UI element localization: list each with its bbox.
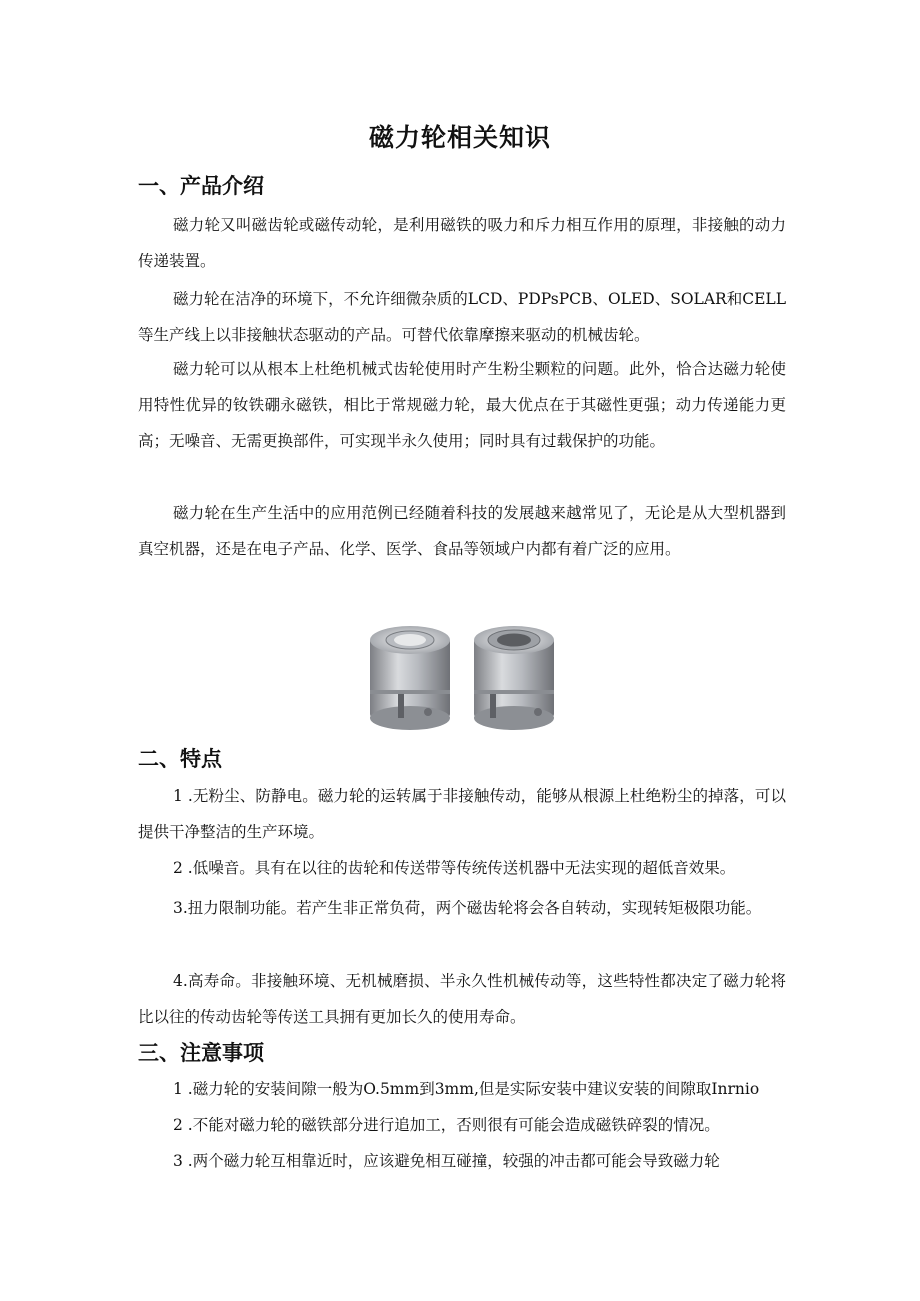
intro-paragraph-2: 磁力轮在洁净的环境下，不允许细微杂质的LCD、PDPsPCB、OLED、SOLAR和CELL等生产线上以非接触状态驱动的产品。可替代依靠摩擦来驱动的机械齿轮。 bbox=[138, 290, 786, 344]
intro-paragraph-1: 磁力轮又叫磁齿轮或磁传动轮，是利用磁铁的吸力和斥力相互作用的原理，非接触的动力传递装置。 bbox=[138, 216, 786, 270]
section-heading-features: 二、特点 bbox=[138, 747, 222, 771]
note-paragraph-2: 2 .不能对磁力轮的磁铁部分进行追加工，否则很有可能会造成磁铁碎裂的情况。 bbox=[173, 1116, 720, 1134]
note-paragraph-3: 3 .两个磁力轮互相靠近时，应该避免相互碰撞，较强的冲击都可能会导致磁力轮 bbox=[173, 1152, 720, 1170]
section-heading-intro: 一、产品介绍 bbox=[138, 174, 264, 198]
document-title: 磁力轮相关知识 bbox=[368, 123, 551, 152]
feature-paragraph-4: 4.高寿命。非接触环境、无机械磨损、半永久性机械传动等，这些特性都决定了磁力轮将比以往的传动齿轮等传送工具拥有更加长久的使用寿命。 bbox=[138, 972, 786, 1026]
feature-paragraph-1: 1 .无粉尘、防静电。磁力轮的运转属于非接触传动，能够从根源上杜绝粉尘的掉落，可以提供干净整洁的生产环境。 bbox=[138, 787, 786, 841]
wheel-right-icon bbox=[474, 626, 554, 730]
wheel-left-icon bbox=[370, 626, 450, 730]
magnetic-wheel-photo bbox=[362, 620, 562, 740]
feature-paragraph-2: 2 .低噪音。具有在以往的齿轮和传送带等传统传送机器中无法实现的超低音效果。 bbox=[173, 859, 736, 877]
intro-paragraph-3: 磁力轮可以从根本上杜绝机械式齿轮使用时产生粉尘颗粒的问题。此外，恰合达磁力轮使用特性优异的钕铁硼永磁铁，相比于常规磁力轮，最大优点在于其磁性更强；动力传递能力更高；无噪音、无需更换部件，可实现半永久使用；同时具有过载保护的功能。 bbox=[138, 360, 786, 450]
feature-paragraph-3: 3.扭力限制功能。若产生非正常负荷，两个磁齿轮将会各自转动，实现转矩极限功能。 bbox=[173, 899, 762, 917]
note-paragraph-1: 1 .磁力轮的安装间隙一般为O.5mm到3mm,但是实际安装中建议安装的间隙取Inrnio bbox=[173, 1080, 760, 1098]
section-heading-notes: 三、注意事项 bbox=[138, 1041, 264, 1065]
intro-paragraph-4: 磁力轮在生产生活中的应用范例已经随着科技的发展越来越常见了，无论是从大型机器到真空机器，还是在电子产品、化学、医学、食品等领域户内都有着广泛的应用。 bbox=[138, 504, 786, 558]
